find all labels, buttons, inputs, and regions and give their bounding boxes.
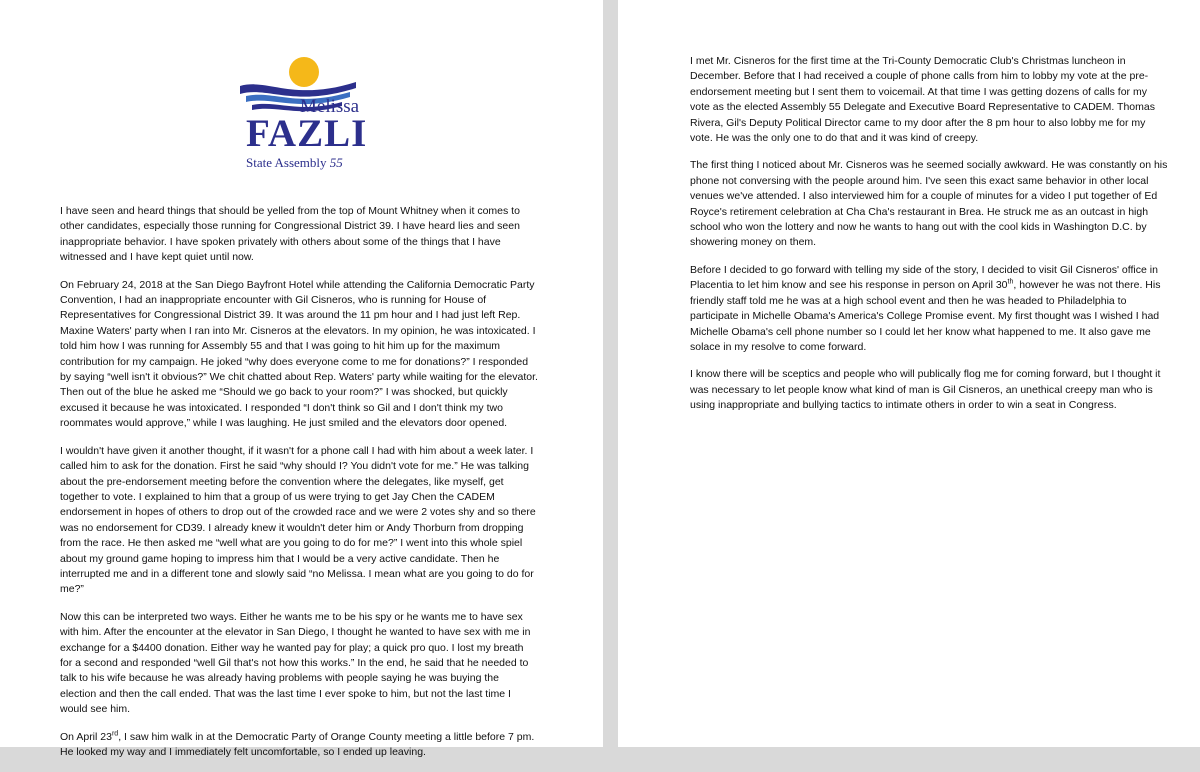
logo-subtitle bbox=[246, 155, 343, 171]
logo-first-name: Melissa bbox=[300, 96, 360, 117]
paragraph: The first thing I noticed about Mr. Cisneros was he seemed socially awkward. He was constantly on his phone not conversing with the people around him. I've seen this exact same behavior in other local venues we've attended. I also interviewed him for a couple of minutes for a video I put together of Ed Royce's retirement celebration at Cha Cha's restaurant in Brea. He struck me as an outcast in high school who won the lottery and now he wants to hang out with the cool kids in Washington D.C. by showering money on them. bbox=[690, 159, 1168, 249]
paragraph bbox=[690, 263, 1168, 355]
paragraph: Now this can be interpreted two ways. Either he wants me to be his spy or he wants me to have sex with him. After the encounter at the elevator in San Diego, I thought he wanted to have sex with me in exchange for a $4400 donation. Either way he wanted pay for play; a quick pro quo. I lost my breath for a second and responded “well Gil that's not how this works.” In the end, he said that he needed to talk to his wife because he was already having problems with people saying he was buying the election and then the call ended. That was the last time I ever spoke to him, but not the last time I would see him. bbox=[60, 610, 531, 716]
paragraph: I met Mr. Cisneros for the first time at the Tri-County Democratic Club's Christmas luncheon in December. Before that I had received a couple of phone calls from him to lobby my vote at the pre-endorsement meeting but I sent them to voicemail. At that time I was getting dozens of calls for my vote as the elected Assembly 55 Delegate and Executive Board Representative to CADEM. Thomas Rivera, Gil's Deputy Political Director came to my door after the 8 pm hour to also lobby me for my vote. He was the only one to do that and it was kind of creepy. bbox=[690, 55, 1155, 145]
logo-subtitle-prefix: State Assembly bbox=[246, 155, 330, 170]
paragraph: I have seen and heard things that should be yelled from the top of Mount Whitney when it comes to other candidates, especially those running for Congressional District 39. I have heard lies and seen inappropriate behavior. I have spoken privately with others about some of the things that I have witnessed and I have kept quiet until now. bbox=[60, 205, 520, 264]
paragraph-part: Before I decided to go forward with telling my side of the story, I decided to visit Gil Cisneros' office in Placentia to let him know and see his response in person on April 30 bbox=[690, 263, 1158, 292]
superscript: rd bbox=[111, 730, 119, 738]
logo-subtitle-number: 55 bbox=[329, 155, 343, 170]
document-page-left bbox=[0, 0, 603, 758]
right-page-body bbox=[690, 54, 1168, 426]
paragraph: I know there will be sceptics and people who will publically flog me for coming forward, but I thought it was necessary to let people know what kind of man is Gil Cisneros, an unethical creepy man who is using inappropriate and bullying tactics to intimate others in order to win a seat in Congress. bbox=[690, 368, 1161, 412]
sun-shape bbox=[289, 57, 319, 87]
paragraph bbox=[60, 730, 538, 761]
logo-last-name: FAZLI bbox=[246, 112, 368, 155]
campaign-logo bbox=[238, 56, 368, 174]
paragraph: I wouldn't have given it another thought, if it wasn't for a phone call I had with him about a week later. I called him to ask for the donation. First he said “why should I? You didn't vote for me.” He was talking about the pre-endorsement meeting before the convention where the delegates, like myself, get together to vote. I explained to him that a group of us were trying to get Jay Chen the CADEM endorsement in hopes of others to drop out of the crowded race and we were 2 votes shy and so there was no endorsement for CD39. I already knew it wouldn't deter him or Andy Thorburn from dropping from the race. He then asked me “well what are you going to do for me?” I went into this whole spiel about my ground game hoping to impress him that I would be a very active candidate. Then he interrupted me and in a different tone and slowly said “no Melissa. I mean what are you going to do for me?” bbox=[60, 444, 536, 596]
paragraph-part: , I saw him walk in at the Democratic Party of Orange County meeting a little before 7 pm. He looked my way and I immediately felt uncomfortable, so I ended up leaving. bbox=[60, 730, 535, 758]
paragraph-part: , however he was not there. His friendly staff told me he was at a high school event and then he was headed to Philadelphia to participate in Michelle Obama's America's College Promise event. My first thought was I wished I had Michelle Obama's cell phone number so I could let her know what happened to me. It also gave me solace in my resolve to come forward. bbox=[690, 279, 1161, 353]
superscript: th bbox=[1007, 278, 1014, 286]
paragraph-part: On April 23 bbox=[60, 730, 112, 743]
document-page-right bbox=[618, 0, 1200, 747]
paragraph: On February 24, 2018 at the San Diego Bayfront Hotel while attending the California Democratic Party Convention, I had an inappropriate encounter with Gil Cisneros, who is running for House of Representatives for Congressional District 39. It was around the 11 pm hour and I had just left Rep. Maxine Waters' party when I ran into Mr. Cisneros at the elevators. In my opinion, he was intoxicated. I told him how I was running for Assembly 55 and that I was going to hit him up for the maximum contribution for my campaign. He joked “why does everyone come to me for donations?” I responded by saying “well isn't it obvious?” We chit chatted about Rep. Waters' party while waiting for the elevator. Then out of the blue he asked me “Should we go back to your room?” I was shocked, but quickly excused it because he was intoxicated. I responded “I don't think so Gil and I don't think my two roommates would approve,” while I was laughing. He just smiled and the elevators door opened. bbox=[60, 278, 538, 430]
left-page-body bbox=[60, 204, 538, 772]
